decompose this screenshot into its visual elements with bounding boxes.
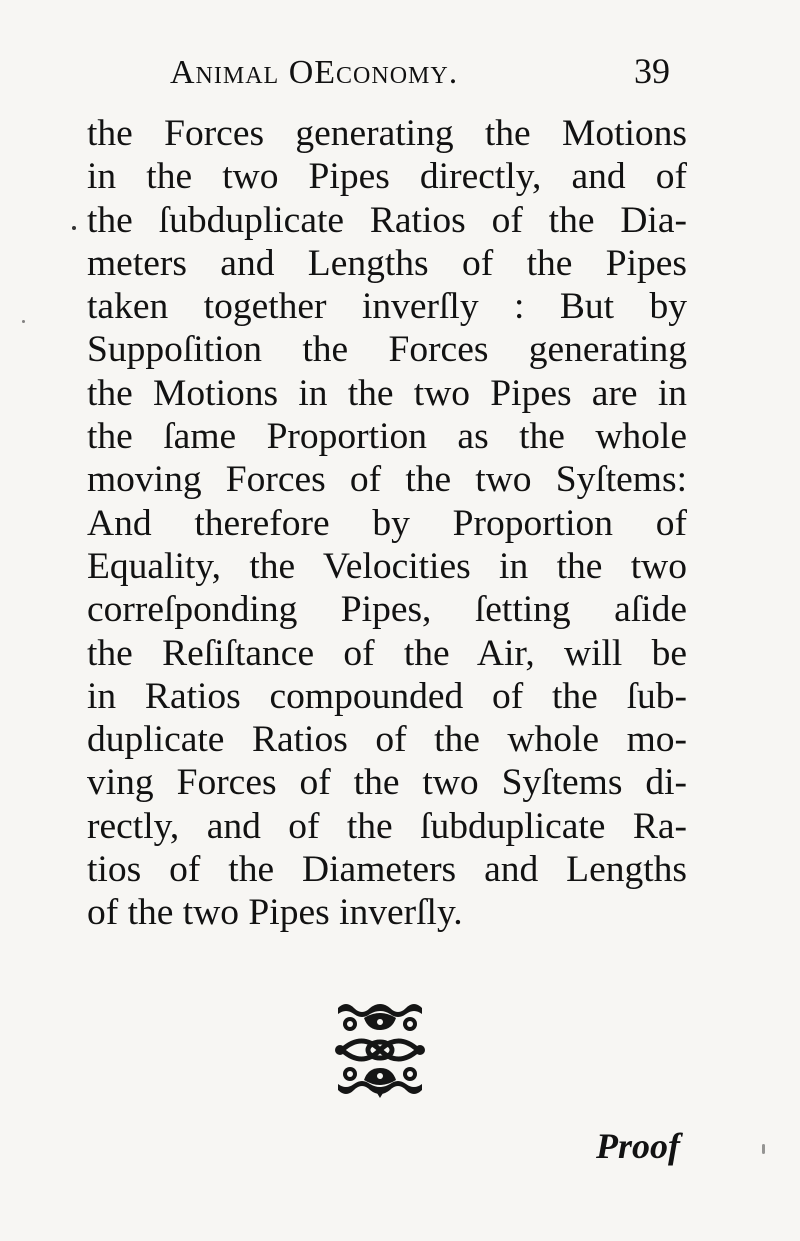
text-line: Suppoſition the Forces generating [87,329,687,371]
text-line: the ſame Proportion as the whole [87,416,687,458]
ink-speck [22,320,25,323]
text-line: And therefore by Proportion of [87,502,687,544]
page-header [170,50,670,98]
text-line: in Ratios compounded of the ſub- [87,675,687,717]
printers-ornament-icon [330,1000,430,1098]
catchword: Proof [596,1126,680,1166]
text-line: duplicate Ratios of the whole mo- [87,719,687,761]
text-line: taken together inverſly : But by [87,286,687,328]
ink-speck [72,226,76,230]
body-text [87,112,687,935]
ink-speck [762,1144,765,1154]
text-line: the Forces generating the Motions [87,113,687,154]
text-line: tios of the Diameters and Lengths [87,849,687,891]
text-line: the Motions in the two Pipes are in [87,372,687,414]
text-line: the Reſiſtance of the Air, will be [87,632,687,674]
text-line: ving Forces of the two Syſtems di- [87,762,687,804]
text-line: of the two Pipes inverſly. [87,892,463,934]
text-line: moving Forces of the two Syſtems: [87,459,687,501]
text-line: in the two Pipes directly, and of [87,156,687,198]
running-title: Animal OEconomy. [170,54,459,91]
text-line: the ſubduplicate Ratios of the Dia- [87,199,687,241]
text-line: rectly, and of the ſubduplicate Ra- [87,805,687,847]
text-line: meters and Lengths of the Pipes [87,242,687,284]
text-line: correſponding Pipes, ſetting aſide [87,589,687,631]
text-line: Equality, the Velocities in the two [87,545,687,587]
page-number: 39 [634,51,670,91]
